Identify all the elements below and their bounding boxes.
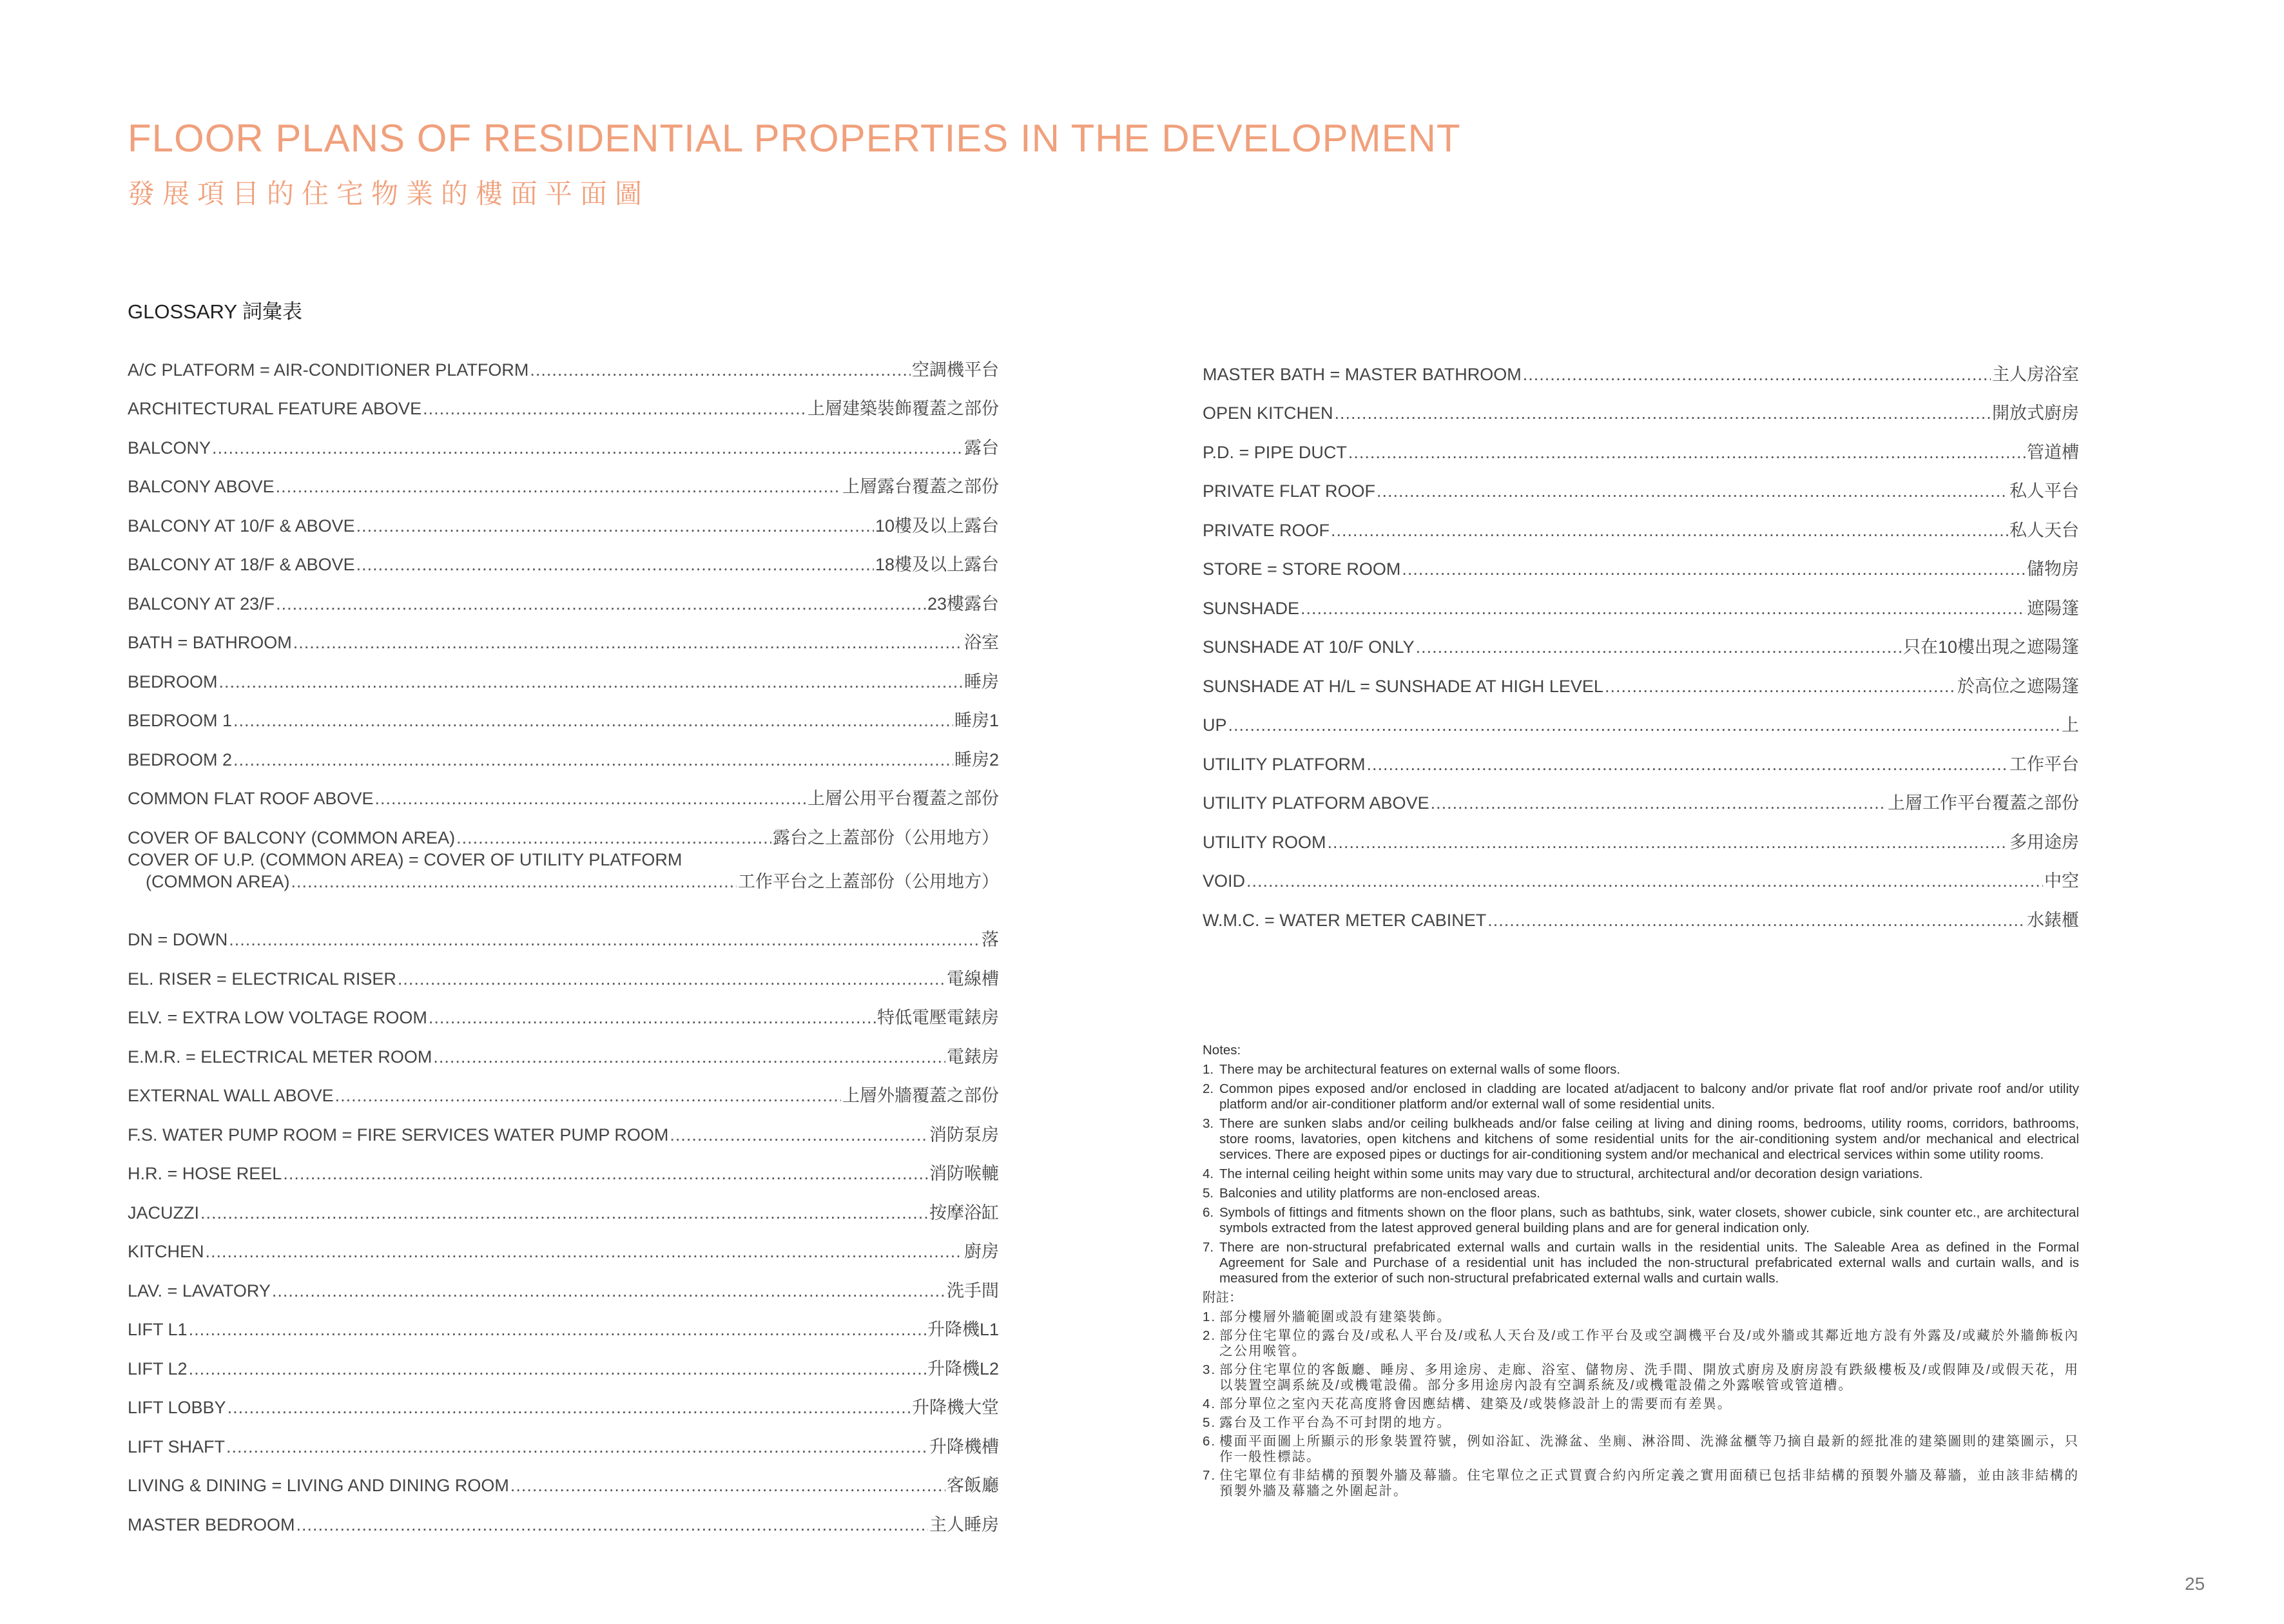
glossary-term: E.M.R. = ELECTRICAL METER ROOM bbox=[128, 1047, 432, 1067]
glossary-entry bbox=[128, 1340, 999, 1380]
glossary-entry bbox=[128, 912, 999, 951]
glossary-term: BEDROOM 2 bbox=[128, 749, 233, 769]
dot-leader bbox=[1301, 597, 2026, 619]
glossary-chinese-term: 洗手間 bbox=[947, 1281, 999, 1300]
glossary-chinese-term: 遮陽篷 bbox=[2027, 598, 2079, 618]
note-text: 部分住宅單位的客飯廳、睡房、多用途房、走廊、浴室、儲物房、洗手間、開放式廚房及廚房設有跌級樓板及/或假陣及/或假天花，用以裝置空調系統及/或機電設備。部分多用途房內設有空調系統及/或機電設備之外露喉管或管道槽。 bbox=[1219, 1362, 2079, 1393]
glossary-entry bbox=[128, 951, 999, 990]
glossary-chinese-term: 多用途房 bbox=[2009, 832, 2079, 852]
glossary-chinese-term: 電線槽 bbox=[947, 969, 999, 989]
glossary-term: UTILITY PLATFORM bbox=[1203, 754, 1366, 774]
glossary-chinese-term: 睡房1 bbox=[954, 711, 999, 730]
glossary-chinese-term: 廚房 bbox=[964, 1242, 999, 1261]
glossary-term: UP bbox=[1203, 715, 1227, 735]
note-number: 2. bbox=[1203, 1328, 1217, 1343]
glossary-chinese-term: 落 bbox=[982, 930, 999, 949]
glossary-chinese-term: 只在10樓出現之遮陽篷 bbox=[1902, 637, 2079, 657]
glossary-term: A/C PLATFORM = AIR-CONDITIONER PLATFORM bbox=[128, 360, 529, 380]
note-item bbox=[1203, 1468, 2079, 1499]
glossary-chinese-term: 浴室 bbox=[964, 633, 999, 652]
note-number: 1. bbox=[1203, 1062, 1214, 1077]
glossary-chinese-term: 18樓及以上露台 bbox=[875, 555, 999, 574]
dot-leader bbox=[233, 749, 953, 771]
dot-leader bbox=[219, 671, 963, 693]
notes-section bbox=[1203, 1043, 2079, 1502]
note-text: The internal ceiling height within some units may vary due to structural, architectural and/or decoration design variations. bbox=[1219, 1166, 1923, 1181]
note-text: 部分樓層外牆範圍或設有建築裝飾。 bbox=[1219, 1310, 1451, 1324]
glossary-chinese-term: 升降機L1 bbox=[927, 1320, 999, 1339]
note-number: 7. bbox=[1203, 1240, 1214, 1255]
notes-chinese-list bbox=[1203, 1310, 2079, 1499]
glossary-term: STORE = STORE ROOM bbox=[1203, 559, 1401, 579]
glossary-chinese-term: 儲物房 bbox=[2027, 559, 2079, 579]
dot-leader bbox=[423, 398, 806, 420]
glossary-left-column bbox=[128, 342, 999, 1536]
glossary-term: SUNSHADE AT H/L = SUNSHADE AT HIGH LEVEL bbox=[1203, 676, 1603, 696]
dot-leader bbox=[206, 1241, 963, 1262]
page-subtitle-chinese: 發展項目的住宅物業的樓面平面圖 bbox=[128, 179, 650, 209]
glossary-chinese-term: 空調機平台 bbox=[912, 360, 999, 380]
dot-leader bbox=[272, 1280, 945, 1302]
page-number: 25 bbox=[2185, 1574, 2205, 1594]
notes-english-list bbox=[1203, 1062, 2079, 1286]
glossary-term: EXTERNAL WALL ABOVE bbox=[128, 1086, 334, 1105]
dot-leader bbox=[189, 1319, 926, 1340]
glossary-term: ELV. = EXTRA LOW VOLTAGE ROOM bbox=[128, 1008, 427, 1027]
glossary-entry bbox=[128, 1302, 999, 1341]
dot-leader bbox=[429, 1007, 876, 1029]
glossary-chinese-term: 私人平台 bbox=[2009, 481, 2079, 501]
note-item bbox=[1203, 1310, 2079, 1325]
dot-leader bbox=[375, 788, 806, 809]
dot-leader bbox=[1331, 519, 2008, 541]
note-item bbox=[1203, 1205, 2079, 1236]
glossary-term-continuation bbox=[128, 871, 999, 893]
note-number: 1. bbox=[1203, 1310, 1217, 1324]
dot-leader bbox=[335, 1085, 841, 1107]
dot-leader bbox=[296, 1514, 928, 1536]
glossary-term: BEDROOM bbox=[128, 672, 218, 691]
dot-leader bbox=[1246, 870, 2043, 892]
notes-chinese-heading: 附註： bbox=[1203, 1290, 1243, 1305]
dot-leader bbox=[189, 1358, 926, 1380]
glossary-term: LIFT LOBBY bbox=[128, 1398, 226, 1417]
dot-leader bbox=[1328, 831, 2008, 853]
dot-leader bbox=[433, 1046, 945, 1068]
glossary-entry bbox=[128, 615, 999, 654]
glossary-chinese-term: 開放式廚房 bbox=[1992, 403, 2079, 423]
dot-leader bbox=[1523, 363, 1991, 385]
glossary-entry bbox=[128, 1184, 999, 1224]
glossary-term: LIFT SHAFT bbox=[128, 1436, 226, 1456]
glossary-chinese-term: 上層公用平台覆蓋之部份 bbox=[808, 789, 999, 808]
dot-leader bbox=[1335, 402, 1991, 424]
dot-leader bbox=[1348, 441, 2026, 463]
glossary-entry bbox=[128, 459, 999, 498]
glossary-term: LIFT L1 bbox=[128, 1320, 188, 1339]
glossary-term: OPEN KITCHEN bbox=[1203, 403, 1333, 423]
dot-leader bbox=[1605, 675, 1956, 697]
note-number: 7. bbox=[1203, 1468, 1217, 1483]
note-number: 6. bbox=[1203, 1434, 1217, 1449]
glossary-term: COVER OF U.P. (COMMON AREA) = COVER OF UTILITY PLATFORM bbox=[128, 849, 682, 869]
note-number: 5. bbox=[1203, 1186, 1214, 1201]
glossary-entry bbox=[128, 990, 999, 1029]
note-number: 3. bbox=[1203, 1362, 1217, 1377]
glossary-term: MASTER BEDROOM bbox=[128, 1514, 295, 1534]
glossary-chinese-term: 工作平台 bbox=[2009, 754, 2079, 774]
glossary-chinese-term: 升降機槽 bbox=[929, 1436, 999, 1456]
glossary-chinese-term: 消防泵房 bbox=[929, 1125, 999, 1145]
glossary-chinese-term: 上層露台覆蓋之部份 bbox=[842, 477, 999, 496]
glossary-entry bbox=[128, 1224, 999, 1263]
glossary-chinese-term: 主人房浴室 bbox=[1992, 364, 2079, 384]
glossary-term: UTILITY ROOM bbox=[1203, 832, 1326, 852]
dot-leader bbox=[1416, 636, 1902, 658]
glossary-term: BALCONY AT 18/F & ABOVE bbox=[128, 555, 355, 574]
glossary-right-column bbox=[1203, 346, 2079, 931]
dot-leader bbox=[233, 710, 953, 731]
glossary-entry bbox=[128, 1107, 999, 1146]
glossary-term: LIFT L2 bbox=[128, 1358, 188, 1378]
note-text: There are non-structural prefabricated external walls and curtain walls in the residential units. The Saleable Area as defined in the Formal Agreement for Sale and Purchase of a residential unit has included the non-structural prefabricated external walls and curtain walls, and is measured from the exterior of such non-structural prefabricated external walls and curtain walls. bbox=[1219, 1240, 2079, 1286]
dot-leader bbox=[398, 968, 945, 990]
note-text: Balconies and utility platforms are non-enclosed areas. bbox=[1219, 1186, 1540, 1201]
glossary-term: JACUZZI bbox=[128, 1203, 199, 1223]
glossary-entry bbox=[128, 1262, 999, 1302]
note-item bbox=[1203, 1186, 2079, 1201]
dot-leader bbox=[293, 632, 963, 653]
glossary-term: BATH = BATHROOM bbox=[128, 633, 292, 652]
glossary-term: P.D. = PIPE DUCT bbox=[1203, 442, 1347, 462]
glossary-chinese-term: 10樓及以上露台 bbox=[875, 516, 999, 536]
dot-leader bbox=[1431, 792, 1886, 814]
dot-leader bbox=[1377, 480, 2008, 502]
glossary-chinese-term: 上層外牆覆蓋之部份 bbox=[842, 1086, 999, 1105]
glossary-entry bbox=[1203, 658, 2079, 697]
glossary-chinese-term: 主人睡房 bbox=[929, 1514, 999, 1534]
glossary-term: MASTER BATH = MASTER BATHROOM bbox=[1203, 364, 1522, 384]
note-text: Symbols of fittings and fitments shown on the floor plans, such as bathtubs, sink, water closets, shower cubicle, sink counter etc., are architectural symbols extracted from the latest approved general building plans and are for general indication only. bbox=[1219, 1205, 2079, 1235]
glossary-term: BALCONY ABOVE bbox=[128, 477, 275, 496]
glossary-entry bbox=[1203, 697, 2079, 737]
glossary-entry bbox=[128, 1029, 999, 1068]
glossary-term: BEDROOM 1 bbox=[128, 711, 233, 730]
glossary-term: ARCHITECTURAL FEATURE ABOVE bbox=[128, 399, 422, 418]
glossary-chinese-term: 私人天台 bbox=[2009, 520, 2079, 540]
glossary-term: F.S. WATER PUMP ROOM = FIRE SERVICES WATER PUMP ROOM bbox=[128, 1125, 669, 1145]
glossary-entry bbox=[128, 1380, 999, 1419]
dot-leader bbox=[226, 1436, 928, 1458]
glossary-entry bbox=[128, 731, 999, 771]
notes-heading: Notes: bbox=[1203, 1043, 1241, 1058]
dot-leader bbox=[1402, 558, 2026, 580]
glossary-entry bbox=[1203, 502, 2079, 541]
glossary-entry bbox=[128, 1418, 999, 1458]
note-number: 6. bbox=[1203, 1205, 1214, 1220]
glossary-chinese-term: 23樓露台 bbox=[927, 594, 999, 614]
glossary-term: BALCONY AT 10/F & ABOVE bbox=[128, 516, 355, 536]
glossary-chinese-term: 升降機大堂 bbox=[912, 1398, 999, 1417]
glossary-term: DN = DOWN bbox=[128, 930, 228, 949]
glossary-term: COVER OF BALCONY (COMMON AREA) bbox=[128, 827, 456, 847]
note-item bbox=[1203, 1328, 2079, 1359]
glossary-entry bbox=[1203, 424, 2079, 463]
glossary-entry bbox=[1203, 775, 2079, 815]
note-item bbox=[1203, 1397, 2079, 1412]
glossary-entry bbox=[128, 809, 999, 849]
glossary-entry bbox=[128, 420, 999, 459]
glossary-chinese-term: 電錶房 bbox=[947, 1047, 999, 1067]
glossary-chinese-term: 工作平台之上蓋部份（公用地方） bbox=[738, 871, 999, 891]
glossary-entry bbox=[128, 381, 999, 420]
glossary-chinese-term: 按摩浴缸 bbox=[929, 1203, 999, 1223]
glossary-chinese-term: 水錶櫃 bbox=[2027, 910, 2079, 930]
dot-leader bbox=[530, 359, 911, 381]
note-number: 4. bbox=[1203, 1397, 1217, 1411]
glossary-heading: GLOSSARY 詞彙表 bbox=[128, 300, 303, 323]
note-item bbox=[1203, 1166, 2079, 1182]
note-number: 2. bbox=[1203, 1081, 1214, 1096]
glossary-chinese-term: 露台 bbox=[964, 438, 999, 458]
glossary-chinese-term: 睡房2 bbox=[954, 749, 999, 769]
glossary-entry bbox=[128, 693, 999, 732]
glossary-term: SUNSHADE bbox=[1203, 598, 1300, 618]
glossary-entry bbox=[128, 1068, 999, 1107]
glossary-chinese-term: 特低電壓電錶房 bbox=[877, 1008, 999, 1027]
glossary-entry bbox=[128, 537, 999, 576]
note-text: Common pipes exposed and/or enclosed in cladding are located at/adjacent to balcony and/or private flat roof and/or private roof and/or utility platform and/or air-conditioner platform and/or external wall of some residential units. bbox=[1219, 1081, 2079, 1112]
note-text: 露台及工作平台為不可封閉的地方。 bbox=[1219, 1415, 1451, 1430]
glossary-entry bbox=[1203, 463, 2079, 503]
note-item bbox=[1203, 1062, 2079, 1078]
dot-leader bbox=[276, 476, 841, 498]
dot-leader bbox=[510, 1474, 945, 1496]
glossary-entry bbox=[1203, 892, 2079, 931]
glossary-chinese-term: 上層建築裝飾覆蓋之部份 bbox=[808, 399, 999, 418]
glossary-term: BALCONY bbox=[128, 438, 211, 458]
glossary-chinese-term: 客飯廳 bbox=[947, 1476, 999, 1495]
glossary-chinese-term: 於高位之遮陽篷 bbox=[1957, 676, 2079, 696]
dot-leader bbox=[276, 593, 926, 615]
glossary-chinese-term: 升降機L2 bbox=[927, 1358, 999, 1378]
glossary-entry bbox=[1203, 814, 2079, 853]
glossary-entry bbox=[1203, 385, 2079, 425]
dot-leader bbox=[670, 1124, 928, 1146]
glossary-entry bbox=[128, 1146, 999, 1185]
glossary-entry bbox=[128, 342, 999, 381]
glossary-term: KITCHEN bbox=[128, 1242, 204, 1261]
note-text: There may be architectural features on external walls of some floors. bbox=[1219, 1062, 1621, 1077]
page-title: FLOOR PLANS OF RESIDENTIAL PROPERTIES IN THE DEVELOPMENT bbox=[128, 117, 1461, 160]
glossary-term-line2: (COMMON AREA) bbox=[146, 871, 290, 891]
glossary-term: PRIVATE ROOF bbox=[1203, 520, 1330, 540]
dot-leader bbox=[200, 1202, 928, 1224]
note-text: There are sunken slabs and/or ceiling bulkheads and/or false ceiling at living and dining rooms, bedrooms, utility rooms, corridors, bathrooms, store rooms, lavatories, open kitchens and kitchens of some residential units for the air-conditioning system and/or mechanical and electrical services. There are exposed pipes or ductings for air-conditioning system and/or mechanical and electrical services within some utility rooms. bbox=[1219, 1116, 2079, 1162]
dot-leader bbox=[1228, 714, 2060, 736]
glossary-entry bbox=[1203, 736, 2079, 775]
glossary-term: LAV. = LAVATORY bbox=[128, 1281, 271, 1300]
glossary-entry bbox=[1203, 541, 2079, 581]
glossary-entry bbox=[128, 1458, 999, 1497]
dot-leader bbox=[283, 1163, 928, 1184]
glossary-entry bbox=[128, 575, 999, 615]
glossary-chinese-term: 上 bbox=[2062, 715, 2079, 735]
dot-leader bbox=[212, 437, 963, 459]
note-text: 住宅單位有非結構的預製外牆及幕牆。住宅單位之正式買賣合約內所定義之實用面積已包括非結構的預製外牆及幕牆，並由該非結構的預製外牆及幕牆之外圍起計。 bbox=[1219, 1468, 2079, 1498]
glossary-term: BALCONY AT 23/F bbox=[128, 594, 275, 614]
glossary-entry bbox=[1203, 853, 2079, 893]
glossary-chinese-term: 消防喉轆 bbox=[929, 1164, 999, 1183]
glossary-term: LIVING & DINING = LIVING AND DINING ROOM bbox=[128, 1476, 509, 1495]
note-item bbox=[1203, 1362, 2079, 1393]
note-item bbox=[1203, 1081, 2079, 1112]
dot-leader bbox=[356, 554, 874, 575]
dot-leader bbox=[291, 871, 737, 893]
glossary-entry bbox=[1203, 619, 2079, 659]
glossary-entry bbox=[1203, 346, 2079, 385]
glossary-entry bbox=[128, 771, 999, 810]
note-item bbox=[1203, 1116, 2079, 1163]
note-item bbox=[1203, 1415, 2079, 1431]
note-text: 部分住宅單位的露台及/或私人平台及/或私人天台及/或工作平台及或空調機平台及/或外牆或其鄰近地方設有外露及/或藏於外牆飾板內之公用喉管。 bbox=[1219, 1328, 2079, 1358]
note-number: 5. bbox=[1203, 1415, 1217, 1430]
glossary-term: COMMON FLAT ROOF ABOVE bbox=[128, 789, 374, 808]
glossary-entry bbox=[128, 498, 999, 537]
dot-leader bbox=[227, 1397, 911, 1418]
glossary-term: EL. RISER = ELECTRICAL RISER bbox=[128, 969, 396, 989]
glossary-entry bbox=[128, 653, 999, 693]
glossary-entry bbox=[128, 1496, 999, 1536]
note-number: 3. bbox=[1203, 1116, 1214, 1131]
dot-leader bbox=[1367, 753, 2008, 775]
glossary-term: PRIVATE FLAT ROOF bbox=[1203, 481, 1376, 501]
glossary-term: W.M.C. = WATER METER CABINET bbox=[1203, 910, 1487, 930]
dot-leader bbox=[456, 827, 771, 849]
note-text: 部分單位之室內天花高度將會因應結構、建築及/或裝修設計上的需要而有差異。 bbox=[1219, 1397, 1732, 1411]
dot-leader bbox=[1487, 909, 2026, 931]
glossary-chinese-term: 睡房 bbox=[964, 672, 999, 691]
dot-leader bbox=[356, 515, 874, 537]
glossary-chinese-term: 中空 bbox=[2044, 871, 2079, 891]
glossary-chinese-term: 上層工作平台覆蓋之部份 bbox=[1888, 793, 2079, 813]
note-number: 4. bbox=[1203, 1166, 1214, 1181]
glossary-entry bbox=[128, 849, 999, 912]
glossary-chinese-term: 露台之上蓋部份（公用地方） bbox=[773, 827, 999, 847]
note-text: 樓面平面圖上所顯示的形象裝置符號，例如浴缸、洗滌盆、坐廁、淋浴間、洗滌盆櫃等乃摘自最新的經批准的建築圖則的建築圖示，只作一般性標誌。 bbox=[1219, 1434, 2079, 1464]
glossary-term: SUNSHADE AT 10/F ONLY bbox=[1203, 637, 1415, 657]
glossary-term: VOID bbox=[1203, 871, 1246, 891]
note-item bbox=[1203, 1434, 2079, 1465]
glossary-entry bbox=[1203, 580, 2079, 619]
glossary-chinese-term: 管道槽 bbox=[2027, 442, 2079, 462]
glossary-term: UTILITY PLATFORM ABOVE bbox=[1203, 793, 1429, 813]
glossary-term: H.R. = HOSE REEL bbox=[128, 1164, 282, 1183]
note-item bbox=[1203, 1240, 2079, 1286]
dot-leader bbox=[229, 929, 980, 951]
